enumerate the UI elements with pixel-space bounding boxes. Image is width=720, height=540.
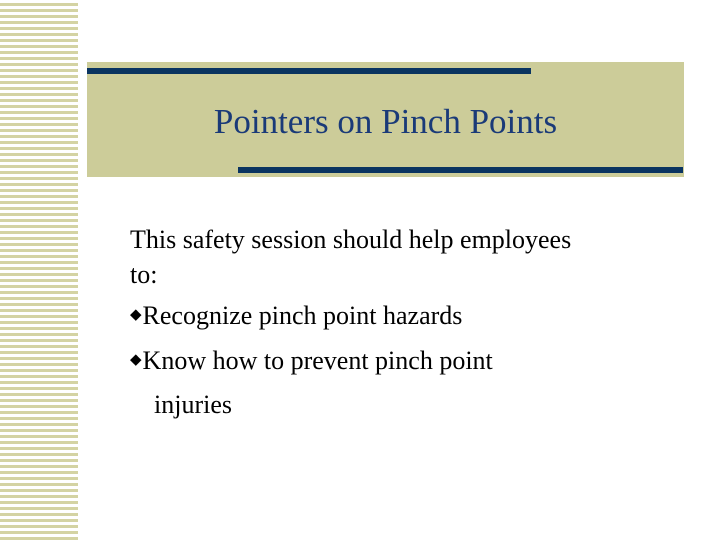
slide-title: Pointers on Pinch Points: [213, 102, 558, 141]
bullet-item: [130, 298, 590, 337]
diamond-bullet-icon: ◆: [130, 305, 142, 323]
slide-body: [130, 222, 590, 422]
title-rule-top: [87, 68, 531, 74]
bullet-text: Know how to prevent pinch point: [142, 346, 493, 375]
diamond-bullet-icon: ◆: [130, 350, 142, 368]
title-rule-bottom: [238, 167, 683, 173]
bullet-item: [130, 343, 590, 382]
intro-text: This safety session should help employees to:: [130, 225, 572, 289]
bullet-text: Recognize pinch point hazards: [142, 301, 463, 330]
bullet-continuation-text: injuries: [154, 390, 232, 419]
decorative-stripe-band: [0, 0, 78, 540]
